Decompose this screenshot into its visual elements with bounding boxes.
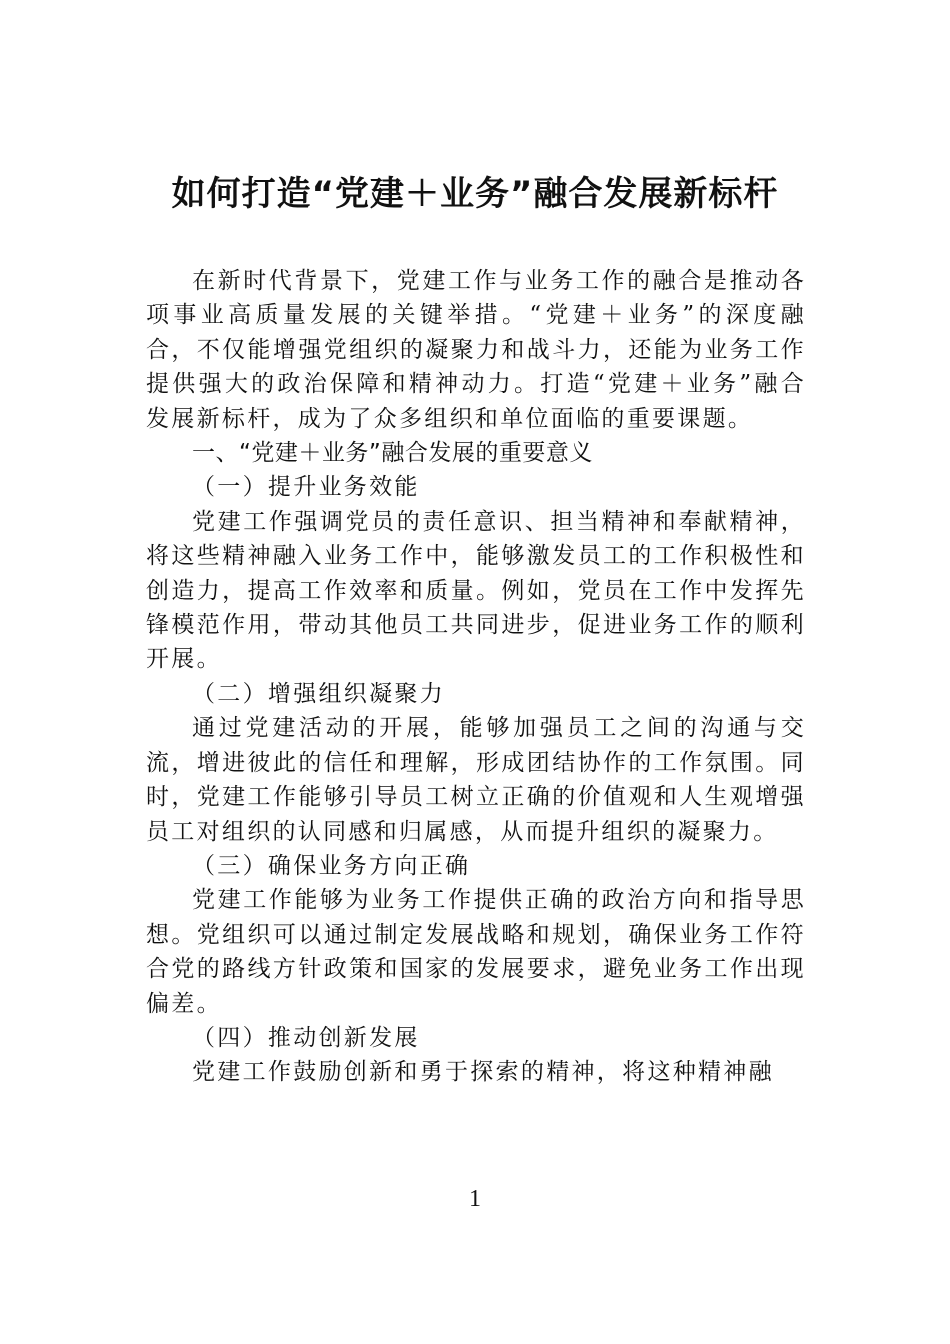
subsection-heading-3: （三）确保业务方向正确 [192, 852, 471, 879]
section-heading-1: 一、“党建＋业务”融合发展的重要意义 [192, 440, 593, 467]
subsection-paragraph-3: 党建工作能够为业务工作提供正确的政治方向和指导思想。党组织可以通过制定发展战略和规划，确保业务工作符合党的路线方针政策和国家的发展要求，避免业务工作出现偏差。 [146, 887, 806, 1017]
subsection-paragraph-2: 通过党建活动的开展，能够加强员工之间的沟通与交流，增进彼此的信任和理解，形成团结协作的工作氛围。同时，党建工作能够引导员工树立正确的价值观和人生观增强员工对组织的认同感和归属感，从而提升组织的凝聚力。 [146, 715, 806, 845]
subsection-paragraph-1: 党建工作强调党员的责任意识、担当精神和奉献精神，将这些精神融入业务工作中，能够激发员工的工作积极性和创造力，提高工作效率和质量。例如，党员在工作中发挥先锋模范作用，带动其他员工共同进步，促进业务工作的顺利开展。 [146, 508, 806, 673]
subsection-heading-4: （四）推动创新发展 [192, 1024, 420, 1051]
subsection-paragraph-4: 党建工作鼓励创新和勇于探索的精神，将这种精神融 [192, 1059, 774, 1086]
intro-paragraph: 在新时代背景下，党建工作与业务工作的融合是推动各项事业高质量发展的关键举措。“党建＋业务”的深度融合，不仅能增强党组织的凝聚力和战斗力，还能为业务工作提供强大的政治保障和精神动力。打造“党建＋业务”融合发展新标杆，成为了众多组织和单位面临的重要课题。 [146, 268, 806, 432]
page-number: 1 [469, 1186, 481, 1212]
subsection-heading-1: （一）提升业务效能 [192, 474, 420, 501]
document-body [146, 264, 806, 1090]
subsection-heading-2: （二）增强组织凝聚力 [192, 680, 445, 707]
document-title: 如何打造“党建＋业务”融合发展新标杆 [171, 174, 779, 214]
